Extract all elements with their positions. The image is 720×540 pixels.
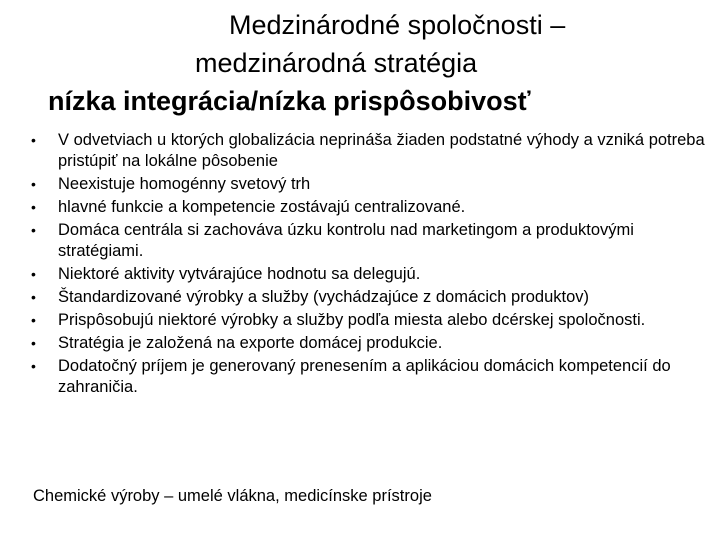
bullet-icon: • [31, 266, 36, 282]
bullet-text: Dodatočný príjem je generovaný prenesením a aplikáciou domácich kompetencií do zahraničia. [58, 357, 671, 396]
bullet-text: Prispôsobujú niektoré výrobky a služby podľa miesta alebo dcérskej spoločnosti. [58, 311, 646, 329]
footer-note: Chemické výroby – umelé vlákna, medicínske prístroje [33, 487, 432, 505]
bullet-item [28, 356, 718, 398]
bullet-list [28, 130, 718, 400]
bullet-text: Stratégia je založená na exporte domácej produkcie. [58, 334, 443, 352]
bullet-icon: • [31, 199, 36, 215]
title-line-1: Medzinárodné spoločnosti – [229, 10, 566, 40]
title-line-2: medzinárodná stratégia [195, 48, 478, 78]
bullet-icon: • [31, 312, 36, 328]
bullet-text: hlavné funkcie a kompetencie zostávajú centralizované. [58, 198, 466, 216]
bullet-item [28, 287, 718, 308]
title-line-3: nízka integrácia/nízka prispôsobivosť [48, 86, 531, 116]
bullet-text: V odvetviach u ktorých globalizácia neprináša žiaden podstatné výhody a vzniká potreba pristúpiť na lokálne pôsobenie [58, 131, 705, 170]
slide-title [0, 6, 720, 120]
bullet-item [28, 197, 718, 218]
bullet-item [28, 333, 718, 354]
bullet-item [28, 130, 718, 172]
bullet-item [28, 174, 718, 195]
bullet-icon: • [31, 335, 36, 351]
bullet-icon: • [31, 222, 36, 238]
bullet-icon: • [31, 358, 36, 374]
bullet-text: Neexistuje homogénny svetový trh [58, 175, 311, 193]
bullet-text: Domáca centrála si zachováva úzku kontrolu nad marketingom a produktovými stratégiami. [58, 221, 634, 260]
bullet-text: Štandardizované výrobky a služby (vychádzajúce z domácich produktov) [58, 288, 590, 306]
bullet-icon: • [31, 132, 36, 148]
bullet-text: Niektoré aktivity vytvárajúce hodnotu sa delegujú. [58, 265, 421, 283]
bullet-item [28, 264, 718, 285]
bullet-item [28, 220, 718, 262]
bullet-icon: • [31, 289, 36, 305]
bullet-icon: • [31, 176, 36, 192]
bullet-item [28, 310, 718, 331]
